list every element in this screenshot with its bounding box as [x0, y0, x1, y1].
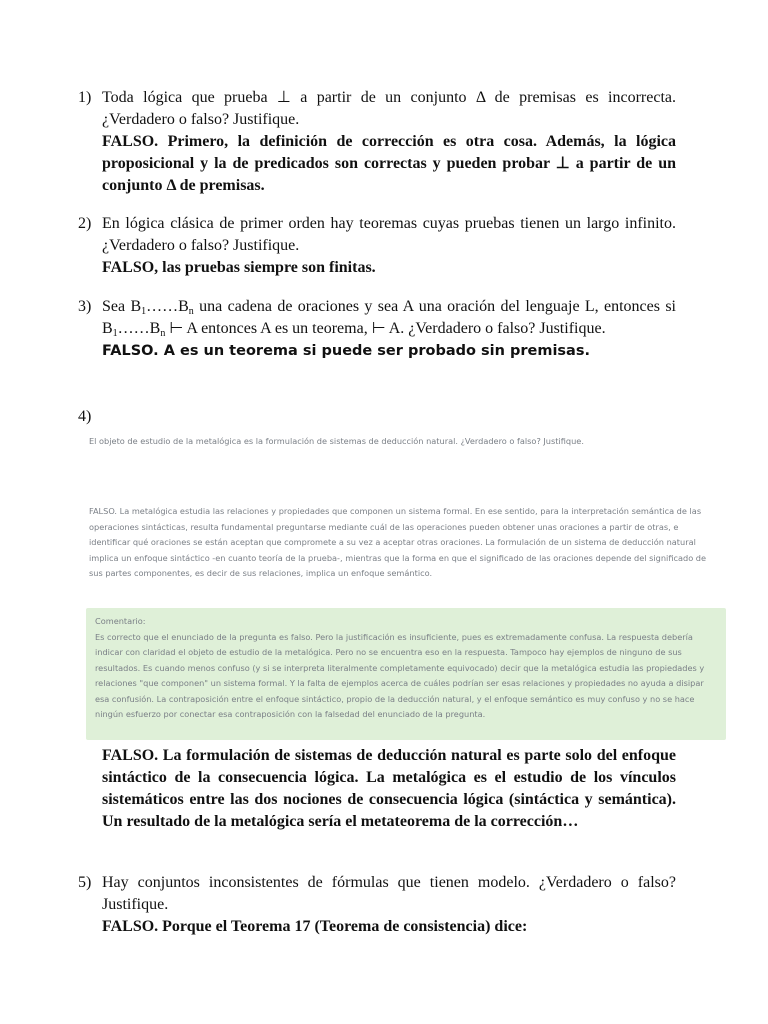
- question-text: [102, 296, 676, 340]
- comment-label: Comentario:: [95, 616, 146, 626]
- question-text: En lógica clásica de primer orden hay teoremas cuyas pruebas tienen un largo infinito. ¿Verdadero o falso? Justifique.: [102, 215, 676, 254]
- question-number: 1): [78, 89, 92, 106]
- question-5: [78, 872, 676, 938]
- comment-text: Es correcto que el enunciado de la pregunta es falso. Pero la justificación es insuficiente, pues es extremadamente confusa. La respuesta debería indicar con claridad el objeto de estudio de la metalógica. Pero no se encuentra eso en la respuesta. Tampoco hay ejemplos de ninguno de sus resultados. Es cuando menos confuso (y si se interpreta literalmente completamente equivocado) decir que la metalógica estudia las propiedades y relaciones "que componen" un sistema formal. Y la falta de ejemplos acerca de cuáles podrían ser esas relaciones y propiedades no ayuda a disipar esa confusión. La contraposición entre el enfoque sintáctico, propio de la deducción natural, y el enfoque semántico es muy confuso y no se hace ningún esfuerzo por conectar esa contraposición con la falsedad del enunciado de la pregunta.: [95, 631, 705, 719]
- subscript: 1: [141, 306, 147, 317]
- subscript: 1: [112, 328, 118, 339]
- question-number: 4): [78, 408, 92, 425]
- text-run: ⊢ A entonces A es un teorema, ⊢ A. ¿Verdadero o falso? Justifique.: [165, 320, 606, 337]
- text-run: una cadena de oraciones y sea A una oración del lenguaje L, entonces si B: [102, 298, 676, 337]
- question-1: [78, 87, 676, 197]
- answer-text: FALSO. Primero, la definición de corrección es otra cosa. Además, la lógica proposicional y la de predicados son correctas y pueden probar ⊥ a partir de un conjunto Δ de premisas.: [102, 133, 676, 194]
- text-run: ……B: [117, 320, 161, 337]
- question-4-answer: [78, 745, 676, 833]
- subscript: n: [160, 328, 166, 339]
- question-text: Hay conjuntos inconsistentes de fórmulas que tienen modelo. ¿Verdadero o falso? Justifique.: [102, 874, 676, 913]
- question-text: Toda lógica que prueba ⊥ a partir de un conjunto Δ de premisas es incorrecta. ¿Verdadero o falso? Justifique.: [102, 89, 676, 128]
- answer-text: FALSO, las pruebas siempre son finitas.: [102, 259, 376, 276]
- question-number: 3): [78, 298, 92, 315]
- subscript: n: [188, 306, 194, 317]
- question-2: [78, 213, 676, 279]
- question-3: [78, 296, 676, 362]
- answer-text: FALSO. A es un teorema si puede ser probado sin premisas.: [102, 343, 590, 359]
- question-number: 5): [78, 874, 92, 891]
- question-number: 2): [78, 215, 92, 232]
- text-run: ……B: [146, 298, 189, 315]
- pasted-answer: FALSO. La metalógica estudia las relaciones y propiedades que componen un sistema formal. En ese sentido, para la interpretación semántica de las operaciones sintácticas, resulta fundamental preguntarse mediante cuál de las operaciones pueden obtener unas oraciones a partir de otras, e identificar qué oraciones se están aceptan que compromete a su vez a aceptar otras oraciones. La formulación de un sistema de deducción natural implica un enfoque sintáctico -en cuanto teoría de la prueba-, mientras que la forma en que el significado de las oraciones depende del significado de sus partes componentes, es decir de sus relaciones, implica un enfoque semántico.: [89, 506, 707, 578]
- comment-box: [86, 608, 726, 740]
- text-run: Sea B: [102, 298, 142, 315]
- answer-text: FALSO. La formulación de sistemas de deducción natural es parte solo del enfoque sintáctico de la consecuencia lógica. La metalógica es el estudio de los vínculos sistemáticos entre las dos nociones de consecuencia lógica (sintáctica y semántica). Un resultado de la metalógica sería el metateorema de la corrección…: [102, 747, 676, 830]
- pasted-question: El objeto de estudio de la metalógica es la formulación de sistemas de deducción natural. ¿Verdadero o falso? Justifique.: [89, 436, 584, 446]
- answer-text: FALSO. Porque el Teorema 17 (Teorema de consistencia) dice:: [102, 918, 528, 935]
